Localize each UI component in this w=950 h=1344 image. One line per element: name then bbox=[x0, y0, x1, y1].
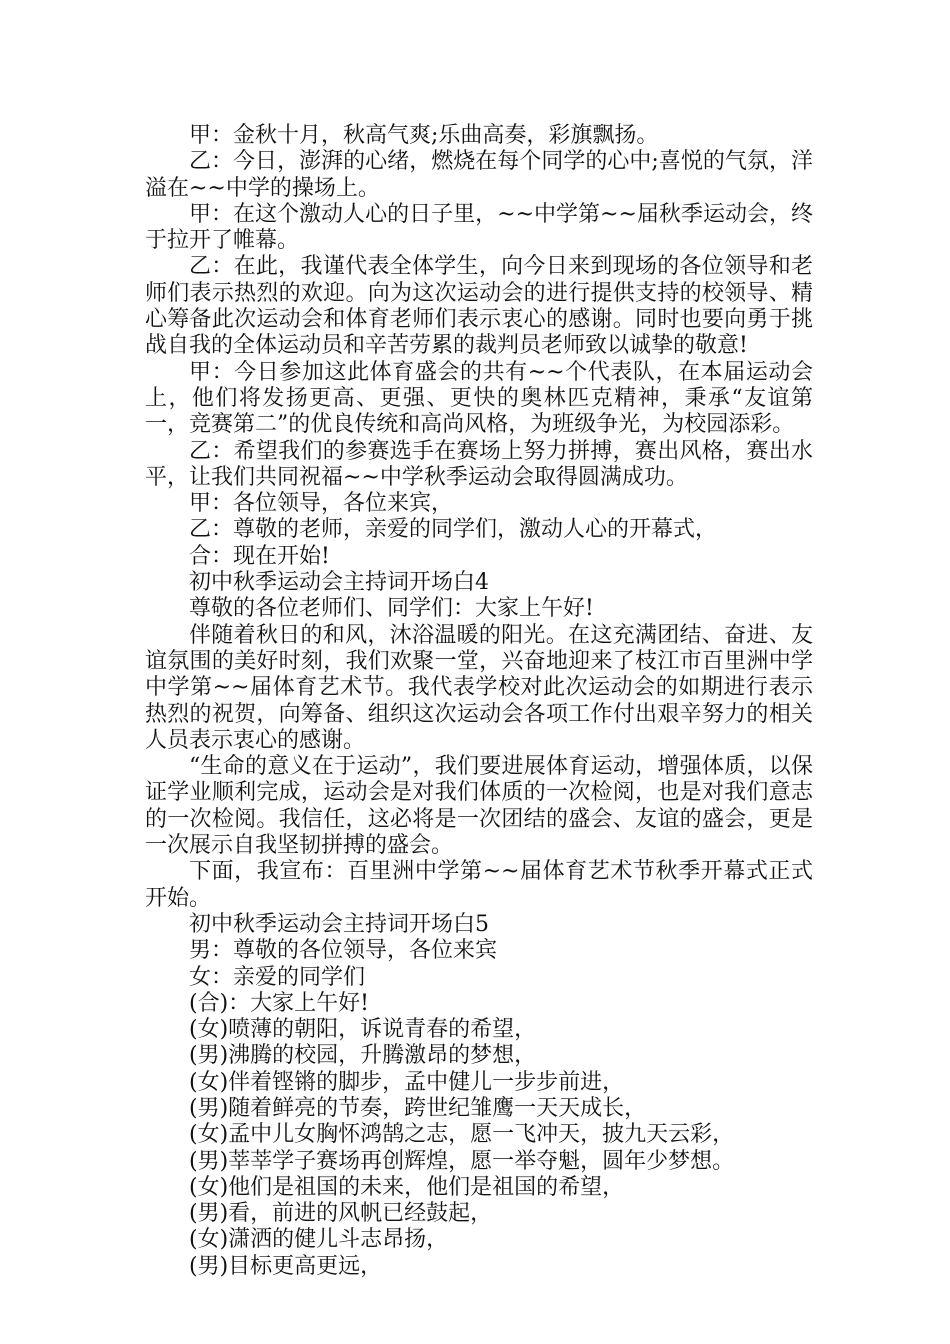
paragraph: (合)：大家上午好! bbox=[189, 990, 370, 1016]
paragraph: 合：现在开始! bbox=[189, 543, 330, 569]
paragraph: 甲：各位领导，各位来宾， bbox=[189, 491, 454, 517]
paragraph: 甲：金秋十月，秋高气爽;乐曲高奏，彩旗飘扬。 bbox=[189, 123, 659, 148]
paragraph: (男)看，前进的风帆已经鼓起， bbox=[189, 1201, 493, 1227]
paragraph: (女)潇洒的健儿斗志昂扬， bbox=[189, 1227, 449, 1253]
paragraph: 女：亲爱的同学们 bbox=[189, 964, 366, 990]
paragraph: (男)随着鲜亮的节奏，跨世纪雏鹰一天天成长， bbox=[189, 1095, 647, 1121]
document-body bbox=[145, 123, 813, 1280]
paragraph: (女)他们是祖国的未来，他们是祖国的希望， bbox=[189, 1174, 625, 1200]
paragraph: (女)孟中儿女胸怀鸿鹄之志，愿一飞冲天，披九天云彩， bbox=[189, 1122, 735, 1148]
paragraph: “生命的意义在于运动”，我们要进展体育运动，增强体质，以保证学业顺利完成，运动会是对我们体质的一次检阅，也是对我们意志的一次检阅。我信任，这必将是一次团结的盛会、友谊的盛会，更是一次展示自我坚韧拼搏的盛会。 bbox=[145, 754, 813, 859]
paragraph: (男)目标更高更远， bbox=[189, 1253, 383, 1279]
paragraph: 甲：在这个激动人心的日子里，~~中学第~~届秋季运动会，终于拉开了帷幕。 bbox=[145, 201, 813, 254]
paragraph: 乙：希望我们的参赛选手在赛场上努力拼搏，赛出风格，赛出水平，让我们共同祝福~~中学秋季运动会取得圆满成功。 bbox=[145, 438, 813, 490]
paragraph: 下面，我宣布：百里洲中学第~~届体育艺术节秋季开幕式正式开始。 bbox=[145, 859, 813, 911]
section-heading: 初中秋季运动会主持词开场白5 bbox=[189, 911, 489, 937]
paragraph: (男)莘莘学子赛场再创辉煌，愿一举夺魁，圆年少梦想。 bbox=[189, 1148, 735, 1174]
paragraph: (女)喷薄的朝阳，诉说青春的希望， bbox=[189, 1017, 537, 1043]
paragraph: 男：尊敬的各位领导，各位来宾 bbox=[189, 938, 498, 964]
paragraph: 乙：在此，我谨代表全体学生，向今日来到现场的各位领导和老师们表示热烈的欢迎。向为这次运动会的进行提供支持的校领导、精心筹备此次运动会和体育老师们表示衷心的感谢。同时也要向勇于挑战自我的全体运动员和辛苦劳累的裁判员老师致以诚挚的敬意! bbox=[145, 254, 813, 359]
paragraph: (女)伴着铿锵的脚步，孟中健儿一步步前进， bbox=[189, 1069, 625, 1095]
paragraph: 伴随着秋日的和风，沐浴温暖的阳光。在这充满团结、奋进、友谊氛围的美好时刻，我们欢聚一堂，兴奋地迎来了枝江市百里洲中学中学第~~届体育艺术节。我代表学校对此次运动会的如期进行表示热烈的祝贺，向筹备、组织这次运动会各项工作付出艰辛努力的相关人员表示衷心的感谢。 bbox=[145, 622, 813, 753]
paragraph: 乙：今日，澎湃的心绪，燃烧在每个同学的心中;喜悦的气氛，洋溢在~~中学的操场上。 bbox=[145, 149, 813, 201]
paragraph: 乙：尊敬的老师，亲爱的同学们，激动人心的开幕式， bbox=[189, 517, 718, 543]
paragraph: 甲：今日参加这此体育盛会的共有~~个代表队，在本届运动会上，他们将发扬更高、更强、更快的奥林匹克精神，秉承“友谊第一，竞赛第二”的优良传统和高尚风格，为班级争光，为校园添彩。 bbox=[145, 359, 813, 438]
paragraph: (男)沸腾的校园，升腾激昂的梦想， bbox=[189, 1043, 537, 1069]
paragraph: 尊敬的各位老师们、同学们：大家上午好! bbox=[189, 596, 594, 622]
section-heading: 初中秋季运动会主持词开场白4 bbox=[189, 570, 489, 596]
